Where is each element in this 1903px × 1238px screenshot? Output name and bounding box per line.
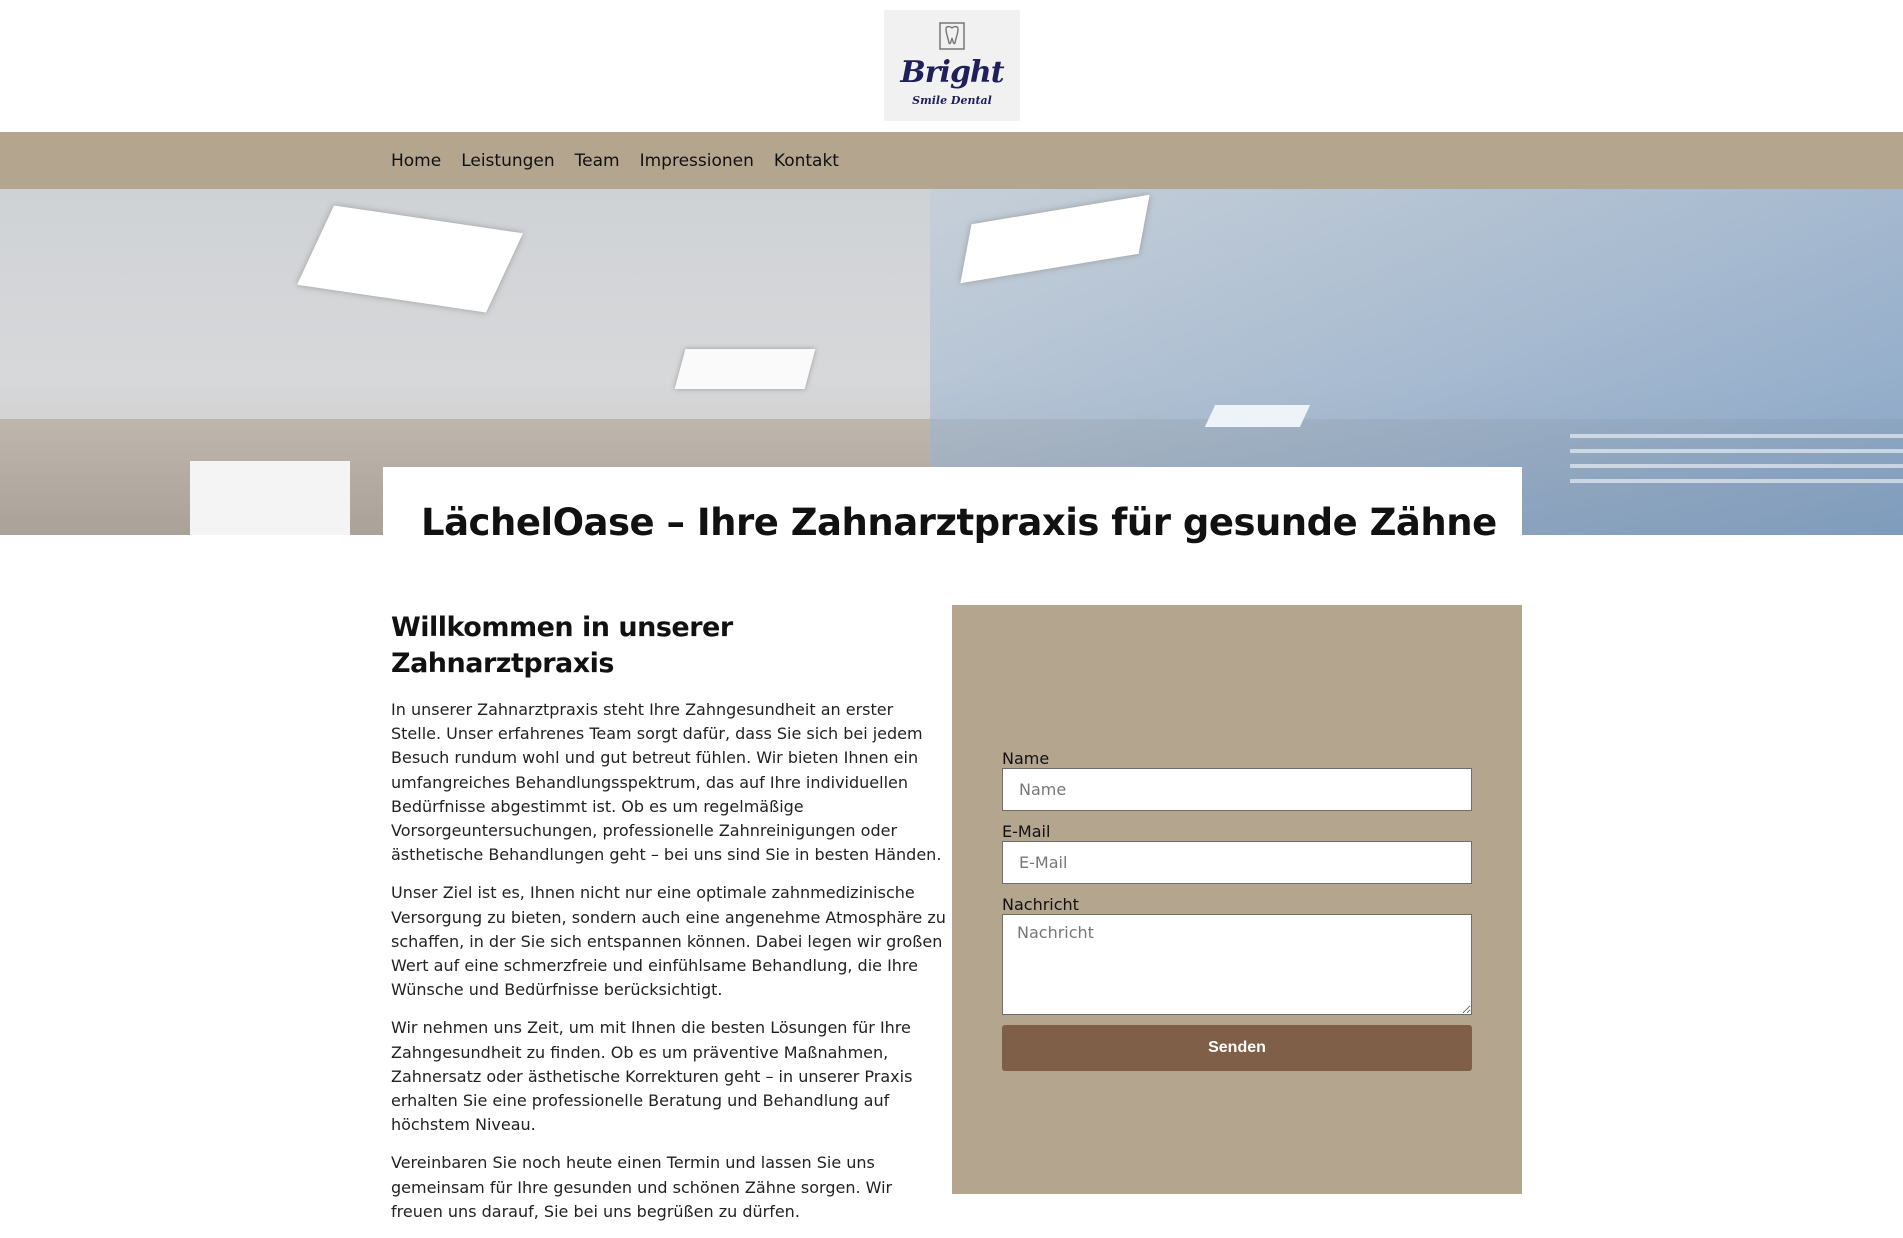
site-header: [0, 0, 1903, 132]
welcome-paragraph: Wir nehmen uns Zeit, um mit Ihnen die besten Lösungen für Ihre Zahngesundheit zu finden. Ob es um präventive Maßnahmen, Zahnersatz oder ästhetische Korrekturen geht – in unserer Praxis erhalten Sie eine professionelle Beratung und Behandlung auf höchstem Niveau.: [391, 1018, 913, 1135]
message-label: Nachricht: [1002, 895, 1079, 914]
logo-tagline: Smile Dental: [912, 94, 992, 107]
send-button[interactable]: Senden: [1002, 1025, 1472, 1071]
contact-form-panel: [952, 605, 1522, 1194]
contact-form: [1002, 750, 1472, 1071]
main-nav: [0, 132, 1903, 189]
logo-name: Bright: [900, 55, 1004, 90]
name-input[interactable]: [1002, 768, 1472, 811]
hero-cabinet: [190, 461, 350, 535]
welcome-section: [391, 610, 946, 1238]
welcome-paragraph: In unserer Zahnarztpraxis steht Ihre Zahngesundheit an erster Stelle. Unser erfahrenes Team sorgt dafür, dass Sie sich bei jedem Besuch rundum wohl und gut betreut fühlen. Wir bieten Ihnen ein umfangreiches Behandlungsspektrum, das auf Ihre individuellen Bedürfnisse abgestimmt ist. Ob es um regelmäßige Vorsorgeuntersuchungen, professionelle Zahnreinigungen oder ästhetische Behandlungen geht – bei uns sind Sie in besten Händen.: [391, 700, 942, 865]
logo[interactable]: [884, 10, 1020, 121]
hero-ceiling-light: [297, 205, 523, 312]
nav-item-home[interactable]: Home: [391, 150, 442, 171]
page-title: LächelOase – Ihre Zahnarztpraxis für gesunde Zähne: [421, 501, 1497, 544]
welcome-heading: Willkommen in unserer Zahnarztpraxis: [391, 612, 733, 679]
welcome-paragraph: Unser Ziel ist es, Ihnen nicht nur eine optimale zahnmedizinische Versorgung zu bieten, sondern auch eine angenehme Atmosphäre zu schaffen, in der Sie sich entspannen können. Dabei legen wir großen Wert auf eine schmerzfreie und einfühlsame Behandlung, die Ihre Wünsche und Bedürfnisse berücksichtigt.: [391, 883, 946, 1000]
welcome-paragraph: Vereinbaren Sie noch heute einen Termin und lassen Sie uns gemeinsam für Ihre gesunden und schönen Zähne sorgen. Wir freuen uns darauf, Sie bei uns begrüßen zu dürfen.: [391, 1153, 893, 1221]
nav-item-kontakt[interactable]: Kontakt: [773, 150, 839, 171]
hero-ceiling-light: [1205, 405, 1310, 427]
email-label: E-Mail: [1002, 822, 1051, 841]
name-label: Name: [1002, 749, 1050, 768]
email-input[interactable]: [1002, 841, 1472, 884]
hero-title-box: [383, 467, 1522, 544]
nav-item-leistungen[interactable]: Leistungen: [461, 150, 555, 171]
nav-item-team[interactable]: Team: [574, 150, 620, 171]
nav-item-impressionen[interactable]: Impressionen: [639, 150, 754, 171]
hero-glass-stripes: [1570, 434, 1903, 494]
tooth-icon: [936, 20, 968, 52]
message-textarea[interactable]: [1002, 914, 1472, 1015]
hero-ceiling-light: [675, 349, 816, 389]
